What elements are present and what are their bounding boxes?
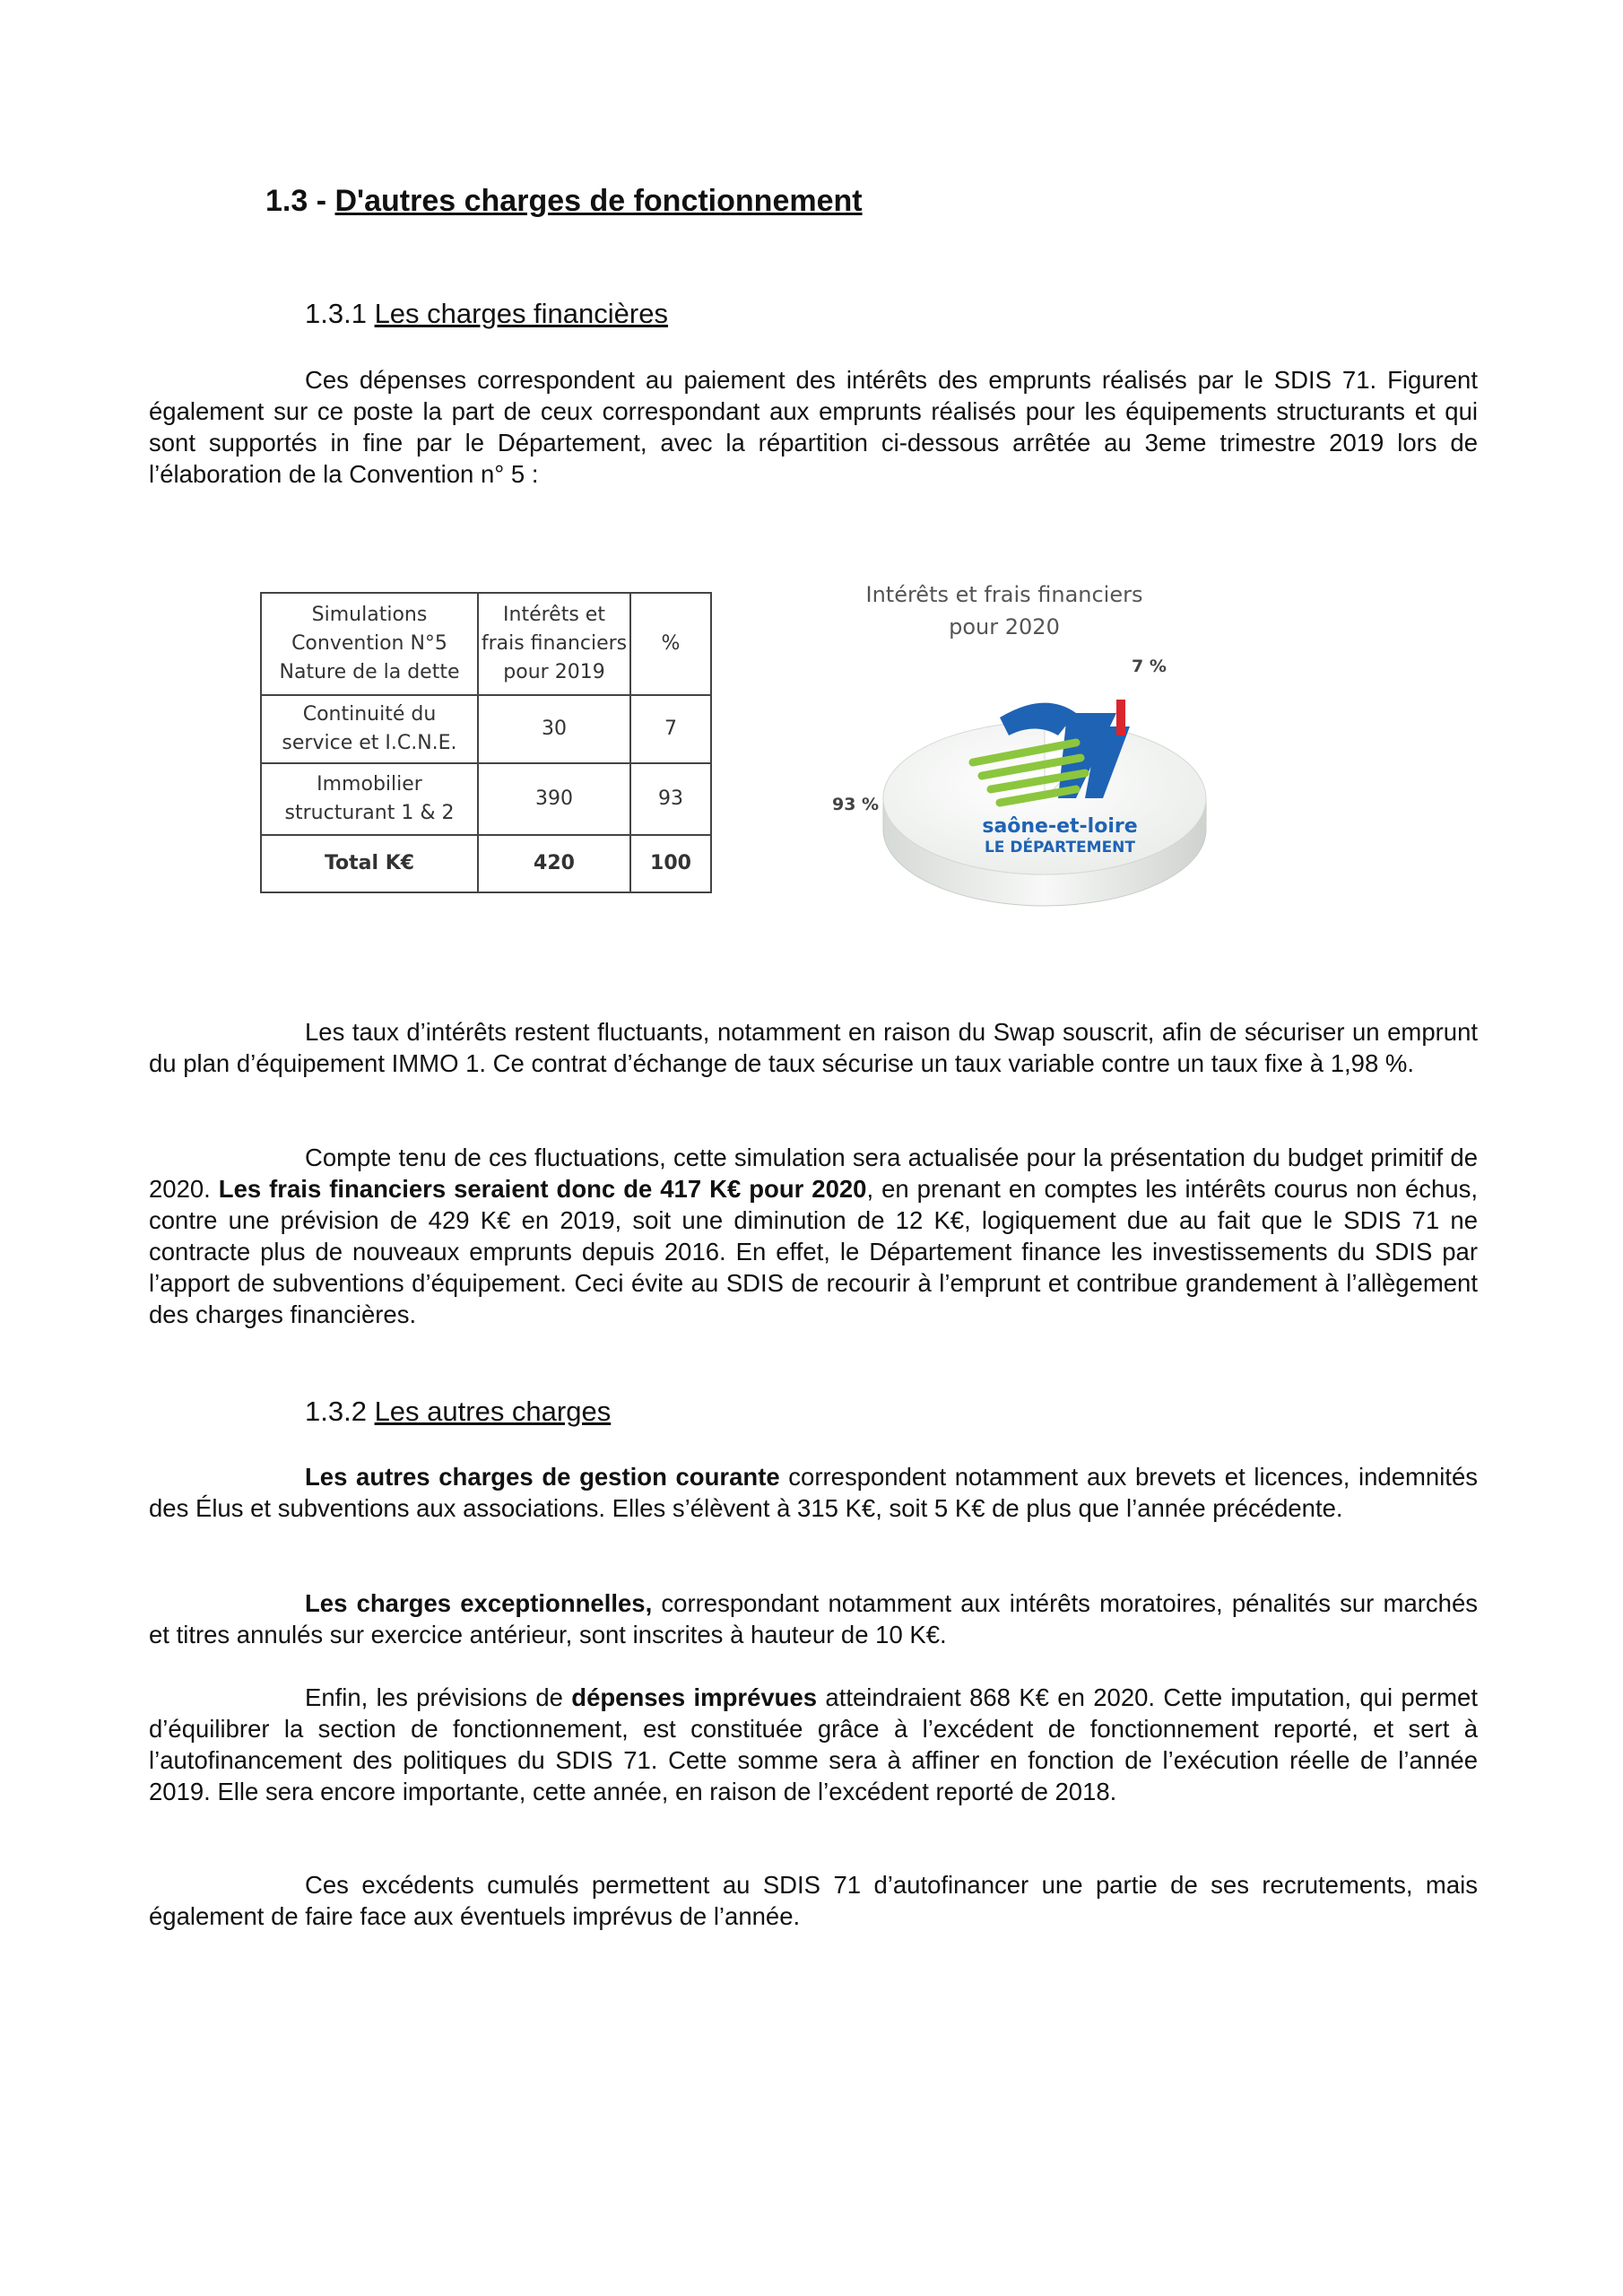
table-total-row (261, 835, 711, 892)
subsection-number: 1.3.2 (305, 1396, 375, 1427)
row-percent: 93 (630, 763, 711, 835)
paragraph-fluctuations: Compte tenu de ces fluctuations, cette simulation sera actualisée pour la présentation du budget primitif de 2020. Les frais financiers seraient donc de 417 K€ pour 2020, en prenant en comptes les intérêts courus non échus, contre une prévision de 429 K€ en 2019, soit une diminution de 12 K€, logiquement due au fait que le SDIS 71 ne contracte plus de nouveaux emprunts depuis 2016. En effet, le Département finance les investissements du SDIS par l’apport de subventions d’équipement. Ceci évite au SDIS de recourir à l’emprunt et contribue grandement à l’allègement des charges financières. (149, 1144, 1479, 1328)
pie-label-small: 7 % (1132, 657, 1167, 676)
table-header-row (261, 593, 711, 695)
table-row (261, 763, 711, 835)
row-value: 30 (478, 695, 630, 763)
pie-chart (807, 628, 1291, 933)
chart-title: Intérêts et frais financiers pour 2020 (865, 582, 1143, 639)
row-label: Continuité du service et I.C.N.E. (261, 695, 478, 763)
subsection-heading-financial (305, 298, 668, 330)
paragraph-swap: Les taux d’intérêts restent fluctuants, notamment en raison du Swap souscrit, afin de sécuriser un emprunt du plan d’équipement IMMO 1. Ce contrat d’échange de taux sécurise un taux variable contre un taux fixe à 1,98 %. (149, 1018, 1478, 1077)
total-label: Total K€ (261, 835, 478, 892)
subsection-heading-other (305, 1396, 611, 1428)
section-title: D'autres charges de fonctionnement (334, 184, 863, 218)
header-percent: % (630, 593, 711, 695)
total-percent: 100 (630, 835, 711, 892)
section-number: 1.3 - (265, 184, 335, 218)
table-row (261, 695, 711, 763)
pie-label-main: 93 % (832, 795, 880, 814)
logo-text-name: saône-et-loire (982, 815, 1138, 838)
paragraph-surplus: Ces excédents cumulés permettent au SDIS 71 d’autofinancer une partie de ses recrutements, mais également de faire face aux éventuels imprévus de l’année. (149, 1871, 1478, 1930)
paragraph-intro: Ces dépenses correspondent au paiement des intérêts des emprunts réalisés par le SDIS 71. Figurent également sur ce poste la part de ceux correspondant aux emprunts réalisés pour les équipements structurants et qui sont supportés in fine par le Département, avec la répartition ci-dessous arrêtée au 3eme trimestre 2019 lors de l’élaboration de la Convention n° 5 : (149, 366, 1478, 488)
row-label: Immobilier structurant 1 & 2 (261, 763, 478, 835)
subsection-number: 1.3.1 (305, 298, 375, 329)
row-value: 390 (478, 763, 630, 835)
logo-text-dept: LE DÉPARTEMENT (984, 839, 1136, 857)
paragraph-exceptional: Les charges exceptionnelles, correspondant notamment aux intérêts moratoires, pénalités sur marchés et titres annulés sur exercice antérieur, sont inscrites à hauteur de 10 K€. (149, 1589, 1478, 1648)
subsection-title: Les charges financières (374, 298, 668, 329)
row-percent: 7 (630, 695, 711, 763)
paragraph-current-charges: Les autres charges de gestion courante correspondent notamment aux brevets et licences, indemnités des Élus et subventions aux associations. Elles s’élèvent à 315 K€, soit 5 K€ de plus que l’année précédente. (149, 1463, 1478, 1522)
subsection-title: Les autres charges (374, 1396, 612, 1427)
paragraph-unforeseen: Enfin, les prévisions de dépenses imprévues atteindraient 868 K€ en 2020. Cette imputation, qui permet d’équilibrer la section de fonctionnement, est constituée grâce à l’excédent de fonctionnement reporté, et sert à l’autofinancement des politiques du SDIS 71. Cette somme sera à affiner en fonction de l’exécution réelle de l’année 2019. Elle sera encore importante, cette année, en raison de l’excédent reporté de 2018. (149, 1683, 1478, 1805)
total-value: 420 (478, 835, 630, 892)
section-heading (265, 184, 863, 219)
header-interests: Intérêts et frais financiers pour 2019 (478, 593, 630, 695)
header-nature: Simulations Convention N°5 Nature de la dette (261, 593, 478, 695)
debt-table (260, 592, 712, 893)
